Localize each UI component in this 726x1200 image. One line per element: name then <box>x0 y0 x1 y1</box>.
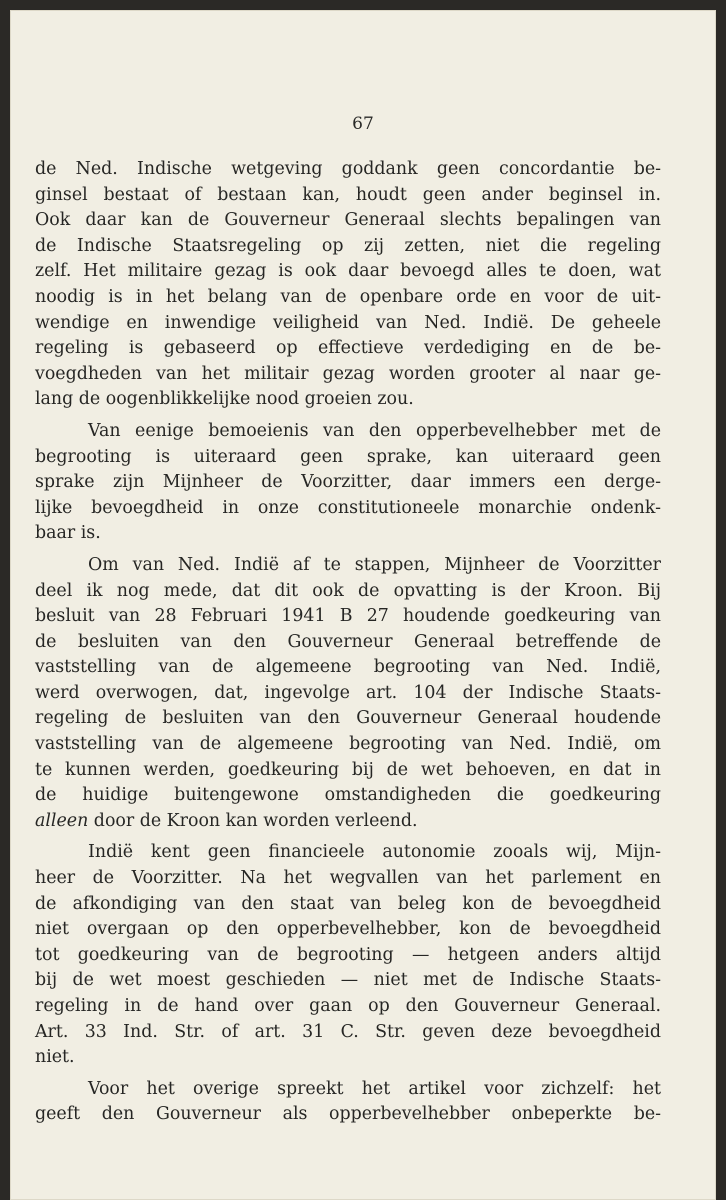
text-line: niet. <box>35 1047 75 1068</box>
text-line: regeling in de hand over gaan op den Gouverneur Generaal. <box>35 996 661 1016</box>
text-line: Om van Ned. Indië af te stappen, Mijnheer de Voorzitter <box>88 554 661 575</box>
text-line: de afkondiging van den staat van beleg kon de bevoegdheid <box>35 893 661 914</box>
text-line: vaststelling van de algemeene begrooting van Ned. Indië, <box>35 657 661 678</box>
text-line: bij de wet moest geschieden — niet met de Indische Staats- <box>35 970 661 991</box>
text-line: voegdheden van het militair gezag worden grooter al naar ge- <box>35 363 661 384</box>
text-line: lang de oogenblikkelijke nood groeien zou. <box>35 389 414 410</box>
text-line: de besluiten van den Gouverneur Generaal betreffende de <box>35 631 661 652</box>
text-line: Art. 33 Ind. Str. of art. 31 C. Str. geven deze bevoegdheid <box>35 1021 661 1042</box>
book-page <box>10 10 716 1200</box>
text-line: de Ned. Indische wetgeving goddank geen concordantie be- <box>35 159 661 179</box>
text-line: zelf. Het militaire gezag is ook daar bevoegd alles te doen, wat <box>35 261 661 282</box>
text-line: regeling de besluiten van den Gouverneur Generaal houdende <box>35 708 661 729</box>
text-line <box>35 809 661 835</box>
text-line: deel ik nog mede, dat dit ook de opvatting is der Kroon. Bij <box>35 580 661 601</box>
text-line: baar is. <box>35 523 101 544</box>
text-line: ginsel bestaat of bestaan kan, houdt geen ander beginsel in. <box>35 184 661 205</box>
text-line: sprake zijn Mijnheer de Voorzitter, daar immers een derge- <box>35 472 661 493</box>
text-line: geeft den Gouverneur als opperbevelhebber onbeperkte be- <box>35 1104 661 1125</box>
page-number: 67 <box>352 114 374 134</box>
text-line: niet overgaan op den opperbevelhebber, kon de bevoegdheid <box>35 919 661 940</box>
text-line: noodig is in het belang van de openbare orde en voor de uit- <box>35 286 661 307</box>
body-text <box>35 157 661 1134</box>
paragraph <box>35 1077 661 1128</box>
text-line: wendige en inwendige veiligheid van Ned. Indië. De geheele <box>35 312 661 333</box>
italic-word: alleen <box>35 810 89 831</box>
text-line: de huidige buitengewone omstandigheden die goedkeuring <box>35 785 661 806</box>
text-line: Van eenige bemoeienis van den opperbevelhebber met de <box>88 420 661 441</box>
text-fragment: door de Kroon kan worden verleend. <box>88 810 418 831</box>
paragraph <box>35 553 661 835</box>
paragraph <box>35 419 661 547</box>
text-line: lijke bevoegdheid in onze constitutioneele monarchie ondenk- <box>35 497 661 518</box>
paragraph <box>35 157 661 413</box>
text-line: regeling is gebaseerd op effectieve verdediging en de be- <box>35 338 661 359</box>
text-line: de Indische Staatsregeling op zij zetten, niet die regeling <box>35 235 661 256</box>
text-line: Ook daar kan de Gouverneur Generaal slechts bepalingen van <box>35 210 661 231</box>
paragraph <box>35 840 661 1070</box>
text-line: vaststelling van de algemeene begrooting van Ned. Indië, om <box>35 734 661 755</box>
text-line: heer de Voorzitter. Na het wegvallen van het parlement en <box>35 868 661 889</box>
text-line: Voor het overige spreekt het artikel voor zichzelf: het <box>88 1078 661 1099</box>
text-line: te kunnen werden, goedkeuring bij de wet behoeven, en dat in <box>35 759 661 780</box>
text-line: tot goedkeuring van de begrooting — hetgeen anders altijd <box>35 944 661 965</box>
text-line: werd overwogen, dat, ingevolge art. 104 der Indische Staats- <box>35 682 661 703</box>
text-line: Indië kent geen financieele autonomie zooals wij, Mijn- <box>88 842 661 863</box>
text-line: besluit van 28 Februari 1941 B 27 houdende goedkeuring van <box>35 606 661 627</box>
text-line: begrooting is uiteraard geen sprake, kan uiteraard geen <box>35 446 661 467</box>
